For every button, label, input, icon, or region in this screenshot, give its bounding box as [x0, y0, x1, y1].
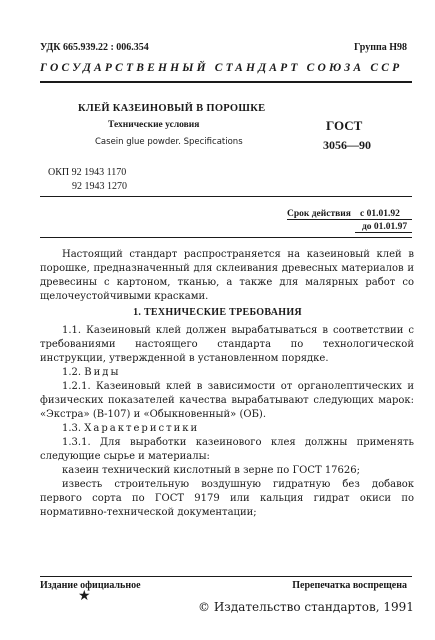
okp-code-2: 92 1943 1270 — [72, 181, 127, 192]
validity-to: до 01.01.97 — [362, 222, 408, 232]
clause-1-2 — [40, 366, 414, 380]
validity-label: Срок действия — [287, 209, 351, 219]
clause-1-3-1: 1.3.1. Для выработки казеинового клея должны применять следующие сырье и материалы: — [40, 437, 414, 462]
state-standard-banner: ГОСУДАРСТВЕННЫЙ СТАНДАРТ СОЮЗА ССР — [40, 62, 403, 74]
document-title-english: Casein glue powder. Specifications — [95, 137, 243, 147]
section-body — [40, 324, 414, 520]
clause-1-3 — [40, 422, 414, 436]
clause-1-2-1: 1.2.1. Казеиновый клей в зависимости от органолептических и физических показателей качества вырабатывают следующих марок: «Экстра» (В-107) и «Обыкновенный» (ОБ). — [40, 381, 414, 420]
document-title: КЛЕЙ КАЗЕИНОВЫЙ В ПОРОШКЕ — [78, 103, 266, 114]
validity-rule-2 — [355, 232, 412, 233]
group-code: Группа Н98 — [354, 42, 407, 53]
header-rule — [40, 81, 412, 83]
section-heading: 1. ТЕХНИЧЕСКИЕ ТРЕБОВАНИЯ — [133, 307, 302, 318]
okp-code-1: ОКП 92 1943 1170 — [48, 167, 127, 178]
materials-item-1: казеин технический кислотный в зерне по ГОСТ 17626; — [62, 465, 360, 476]
star-icon: ★ — [78, 589, 91, 604]
footer-rule — [40, 576, 412, 577]
reprint-prohibited-label: Перепечатка воспрещена — [292, 580, 407, 591]
clause-1-3-heading: Характеристики — [84, 423, 200, 434]
clause-1-3-number: 1.3. — [62, 423, 82, 434]
clause-1-2-heading: Виды — [84, 367, 121, 378]
intro-paragraph: Настоящий стандарт распространяется на казеиновый клей в порошке, предназначенный для склеивания древесных материалов и древесины с картоном, тканью, а также для малярных работ со щелочеустойчивыми красками. — [40, 249, 414, 302]
document-subtitle: Технические условия — [108, 120, 200, 130]
divider-rule-2 — [40, 237, 412, 238]
official-edition-label: Издание официальное — [40, 580, 141, 591]
clause-1-2-number: 1.2. — [62, 367, 82, 378]
divider-rule — [40, 196, 412, 197]
gost-label: ГОСТ — [326, 118, 363, 133]
validity-from: с 01.01.92 — [360, 209, 400, 219]
validity-rule-1 — [287, 219, 412, 220]
udk-code: УДК 665.939.22 : 006.354 — [40, 42, 149, 53]
gost-number: 3056—90 — [323, 138, 371, 152]
copyright-notice: © Издательство стандартов, 1991 — [198, 600, 414, 614]
clause-1-1: 1.1. Казеиновый клей должен вырабатываться в соответствии с требованиями настоящего стандарта по технологической инструкции, утвержденной в установленном порядке. — [40, 325, 414, 364]
materials-item-2: известь строительную воздушную гидратную без добавок первого сорта по ГОСТ 9179 или кальция гидрат окиси по нормативно-технической документации; — [40, 479, 414, 518]
